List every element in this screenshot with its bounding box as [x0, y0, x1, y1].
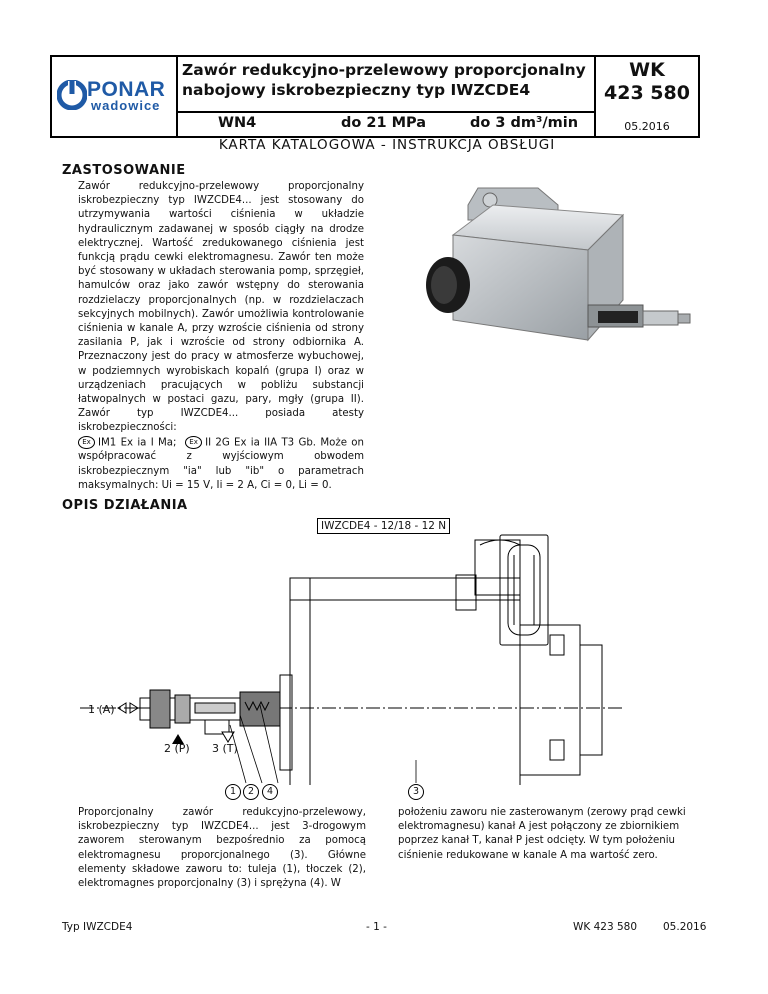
spec-pressure: do 21 MPa: [341, 115, 427, 131]
callout-2: 2: [243, 784, 259, 800]
callout-4: 4: [262, 784, 278, 800]
zastosowanie-body: Zawór redukcyjno-przelewowy proporcjonalny iskrobezpieczny typ IWZCDE4... jest stosowany do utrzymywania wartości ciśnienia w układzie hydraulicznym zadawanej w sposób ciągły na drodze elektrycznej. Wartość zredukowanego ciśnienia jest funkcją prądu cewki elektromagnesu. Zawór ten może być stosowany w układach sterowania pomp, sprzęgieł, hamulców oraz jako zawór wstępny do sterowania rozdzielaczy proporcjonalnych (np. w rozdzielaczach sekcyjnych mobilnych). Zawór umożliwia kontrolowanie ciśnienia w kanale A, przy wzroście ciśnienia od strony zasilania P, jak i wzroście od strony odbiornika A. Przeznaczony jest do pracy w atmosferze wybuchowej, w podziemnych wyrobiskach kopalń (grupa I) oraz w urządzeniach pracujących w pobliżu substancji łatwopalnych w postaci gazu, pary, mgły (grupa II). Zawór typ IWZCDE4... posiada atesty iskrobezpieczności:: [78, 181, 364, 434]
footer-date: 05.2016: [663, 921, 707, 933]
footer-page: - 1 -: [366, 921, 387, 933]
catalog-number: [597, 59, 697, 105]
ponar-logo-icon: [57, 80, 87, 110]
opis-col1: Proporcjonalny zawór redukcyjno-przelewowy, iskrobezpieczny typ IWZCDE4... jest 3-drogowym zaworem sterowanym bezpośrednio za pomocą elektromagnesu proporcjonalnego (3). Główne elementy składowe zaworu to: tuleja (1), tłoczek (2), elektromagnes proporcjonalny (3) i sprężyna (4). W: [78, 807, 366, 890]
footer-wk: WK 423 580: [573, 921, 638, 933]
opis-col2: położeniu zaworu nie zasterowanym (zerowy prąd cewki elektromagnesu) kanał A jest połączony ze zbiornikiem poprzez kanał T, kanał P jest odcięty. W tym położeniu ciśnienie redukowane w kanale A ma wartość zero.: [398, 807, 686, 861]
logo-brand: PONAR: [87, 78, 166, 101]
ex-icon: Ex: [78, 436, 95, 449]
spec-wn: WN4: [218, 115, 257, 131]
zastosowanie-end: Może on współpracować z wyjściowym obwodem iskrobezpiecznym "ia" lub "ib" o parametrach maksymalnych: Ui = 15 V, Ii = 2 A, Ci = 0, Li = 0.: [78, 437, 364, 491]
page-title: [182, 60, 592, 100]
port-a-label: 1 (A): [88, 703, 115, 716]
atest-line: [78, 436, 364, 493]
section-heading-opis: OPIS DZIAŁANIA: [62, 498, 188, 513]
atest1: IM1 Ex ia I Ma;: [98, 437, 177, 449]
atest2: II 2G Ex ia IIA T3 Gb.: [205, 437, 317, 449]
title-line1: Zawór redukcyjno-przelewowy proporcjonalny: [182, 61, 586, 79]
port-p-label: 2 (P): [164, 742, 190, 755]
wk-line2: 423 580: [604, 82, 690, 104]
footer-type: Typ IWZCDE4: [62, 921, 133, 933]
subtitle: KARTA KATALOGOWA - INSTRUKCJA OBSŁUGI: [218, 137, 556, 153]
zastosowanie-text: [78, 180, 364, 493]
callout-3: 3: [408, 784, 424, 800]
title-line2: nabojowy iskrobezpieczny typ IWZCDE4: [182, 81, 531, 99]
ex-icon: Ex: [185, 436, 202, 449]
product-photo: [398, 180, 698, 370]
logo-sub: wadowice: [91, 98, 161, 113]
ponar-logo: [57, 78, 175, 116]
spec-flow: do 3 dm³/min: [470, 115, 579, 131]
wk-line1: WK: [629, 59, 665, 81]
header-date: 05.2016: [624, 120, 670, 133]
diagram-code-label: IWZCDE4 - 12/18 - 12 N: [317, 518, 450, 534]
port-t-label: 3 (T): [212, 742, 238, 755]
section-heading-zastosowanie: ZASTOSOWANIE: [62, 163, 186, 178]
callout-1: 1: [225, 784, 241, 800]
